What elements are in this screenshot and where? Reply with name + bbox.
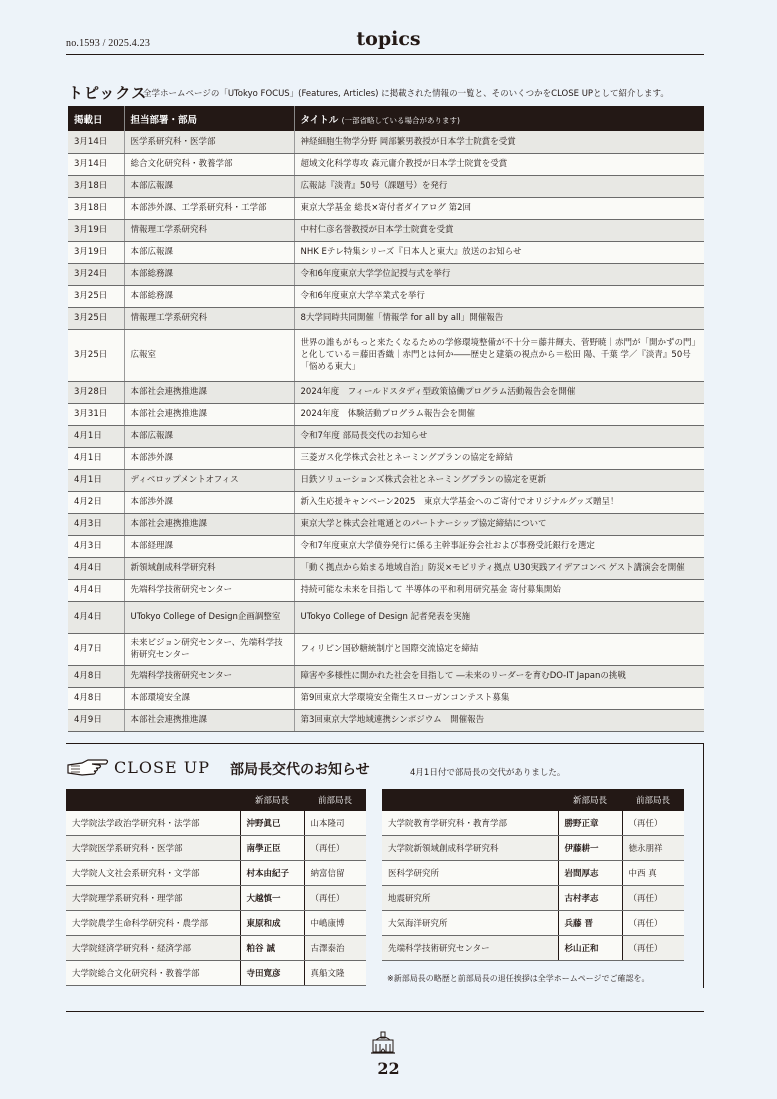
topic-title: 2024年度 フィールドスタディ型政策協働プログラム活動報告会を開催 bbox=[294, 381, 704, 403]
header-divider bbox=[66, 54, 704, 55]
table-row bbox=[68, 687, 704, 709]
table-row bbox=[68, 285, 704, 307]
topic-title: 令和7年度 部局長交代のお知らせ bbox=[294, 425, 704, 447]
topic-title: 東京大学基金 総長×寄付者ダイアログ 第2回 bbox=[294, 197, 704, 219]
closeup-row bbox=[66, 836, 366, 861]
table-row bbox=[68, 241, 704, 263]
closeup-description: 4月1日付で部局長の交代がありました。 bbox=[410, 768, 566, 778]
topic-date: 4月3日 bbox=[68, 513, 124, 535]
closeup-row bbox=[66, 936, 366, 961]
closeup-new-head: 東原和成 bbox=[240, 911, 304, 936]
topic-dept: 本部渉外課 bbox=[124, 447, 294, 469]
closeup-new-head: 大越慎一 bbox=[240, 886, 304, 911]
topic-dept: 本部総務課 bbox=[124, 285, 294, 307]
topic-title: 「動く拠点から始まる地域自治」防災×モビリティ拠点 U30実践アイデアコンペ ゲスト講演会を開催 bbox=[294, 557, 704, 579]
topic-date: 3月19日 bbox=[68, 241, 124, 263]
closeup-dept: 大学院経済学研究科・経済学部 bbox=[66, 936, 240, 961]
closeup-dept: 大学院人文社会系研究科・文学部 bbox=[66, 861, 240, 886]
table-row bbox=[68, 403, 704, 425]
topic-dept: 医学系研究科・医学部 bbox=[124, 131, 294, 153]
table-row bbox=[68, 535, 704, 557]
closeup-prev-head: （再任） bbox=[622, 936, 684, 961]
topic-date: 4月1日 bbox=[68, 447, 124, 469]
topic-title: NHK Eテレ特集シリーズ『日本人と東大』放送のお知らせ bbox=[294, 241, 704, 263]
closeup-new-head: 古村孝志 bbox=[558, 886, 622, 911]
table-row bbox=[68, 381, 704, 403]
header-title bbox=[294, 106, 704, 131]
topics-table bbox=[68, 106, 704, 732]
topic-date: 4月2日 bbox=[68, 491, 124, 513]
topic-dept: 本部渉外課 bbox=[124, 491, 294, 513]
topic-title: 第9回東京大学環境安全衛生スローガンコンテスト募集 bbox=[294, 687, 704, 709]
table-row bbox=[68, 197, 704, 219]
topic-date: 3月19日 bbox=[68, 219, 124, 241]
topic-dept: ディベロップメントオフィス bbox=[124, 469, 294, 491]
closeup-new-head: 杉山正和 bbox=[558, 936, 622, 961]
footer-divider bbox=[66, 1011, 704, 1012]
section-description: 全学ホームページの「UTokyo FOCUS」(Features, Articles) に掲載された情報の一覧と、そのいくつかをCLOSE UPとして紹介します。 bbox=[143, 89, 669, 99]
closeup-row bbox=[382, 936, 684, 961]
topic-title: 超域文化科学専攻 森元庸介教授が日本学士院賞を受賞 bbox=[294, 153, 704, 175]
table-row bbox=[68, 665, 704, 687]
closeup-prev-head: 徳永朋祥 bbox=[622, 836, 684, 861]
closeup-dept: 大学院農学生命科学研究科・農学部 bbox=[66, 911, 240, 936]
page-title: topics bbox=[356, 28, 421, 50]
closeup-prev-head: 古澤泰治 bbox=[304, 936, 366, 961]
header-date: 掲載日 bbox=[68, 106, 124, 131]
closeup-row bbox=[66, 811, 366, 836]
closeup-prev-head: （再任） bbox=[304, 836, 366, 861]
topic-date: 4月3日 bbox=[68, 535, 124, 557]
table-row bbox=[68, 491, 704, 513]
closeup-prev-head: （再任） bbox=[622, 811, 684, 836]
yasuda-auditorium-icon bbox=[370, 1030, 396, 1056]
closeup-row bbox=[66, 861, 366, 886]
topic-title: 2024年度 体験活動プログラム報告会を開催 bbox=[294, 403, 704, 425]
closeup-title: 部局長交代のお知らせ bbox=[230, 762, 370, 778]
topic-dept: 本部総務課 bbox=[124, 263, 294, 285]
table-row bbox=[68, 557, 704, 579]
header-dept bbox=[382, 789, 558, 811]
topic-title: 三菱ガス化学株式会社とネーミングプランの協定を締結 bbox=[294, 447, 704, 469]
closeup-dept: 大学院新領域創成科学研究科 bbox=[382, 836, 558, 861]
closeup-right-header bbox=[382, 789, 684, 811]
closeup-frame-right bbox=[703, 743, 704, 988]
topic-title: 中村仁彦名誉教授が日本学士院賞を受賞 bbox=[294, 219, 704, 241]
closeup-prev-head: 中嶋康博 bbox=[304, 911, 366, 936]
closeup-dept: 医科学研究所 bbox=[382, 861, 558, 886]
topic-dept: 未来ビジョン研究センター、先端科学技術研究センター bbox=[124, 633, 294, 665]
closeup-row bbox=[66, 911, 366, 936]
header-new: 新部局長 bbox=[558, 789, 622, 811]
closeup-prev-head: 真船文隆 bbox=[304, 961, 366, 986]
topic-dept: UTokyo College of Design企画調整室 bbox=[124, 601, 294, 633]
topic-dept: 新領域創成科学研究科 bbox=[124, 557, 294, 579]
topic-dept: 先端科学技術研究センター bbox=[124, 665, 294, 687]
topic-date: 4月9日 bbox=[68, 709, 124, 731]
topic-date: 3月14日 bbox=[68, 153, 124, 175]
closeup-row bbox=[66, 961, 366, 986]
topic-dept: 情報理工学系研究科 bbox=[124, 307, 294, 329]
header-dept bbox=[66, 789, 240, 811]
topic-date: 3月25日 bbox=[68, 285, 124, 307]
topic-date: 3月25日 bbox=[68, 329, 124, 381]
closeup-prev-head: 納富信留 bbox=[304, 861, 366, 886]
topic-date: 3月24日 bbox=[68, 263, 124, 285]
closeup-prev-head: 山本隆司 bbox=[304, 811, 366, 836]
closeup-new-head: 兵藤 晋 bbox=[558, 911, 622, 936]
closeup-label: CLOSE UP bbox=[114, 758, 210, 777]
closeup-dept: 地震研究所 bbox=[382, 886, 558, 911]
topic-date: 3月28日 bbox=[68, 381, 124, 403]
closeup-dept: 大学院医学系研究科・医学部 bbox=[66, 836, 240, 861]
table-row bbox=[68, 153, 704, 175]
page-number: 22 bbox=[377, 1059, 400, 1078]
topic-title: フィリピン国砂糖統制庁と国際交流協定を締結 bbox=[294, 633, 704, 665]
topic-dept: 本部社会連携推進課 bbox=[124, 403, 294, 425]
closeup-prev-head: （再任） bbox=[622, 911, 684, 936]
closeup-prev-head: （再任） bbox=[622, 886, 684, 911]
topic-dept: 本部環境安全課 bbox=[124, 687, 294, 709]
closeup-new-head: 沖野眞已 bbox=[240, 811, 304, 836]
topic-dept: 本部社会連携推進課 bbox=[124, 709, 294, 731]
topic-date: 3月25日 bbox=[68, 307, 124, 329]
table-row bbox=[68, 175, 704, 197]
table-row bbox=[68, 329, 704, 381]
closeup-row bbox=[382, 811, 684, 836]
issue-number: no.1593 / 2025.4.23 bbox=[66, 38, 151, 49]
topic-date: 3月18日 bbox=[68, 197, 124, 219]
section-title: トピックス bbox=[68, 84, 148, 102]
topic-date: 4月1日 bbox=[68, 469, 124, 491]
topic-dept: 本部社会連携推進課 bbox=[124, 513, 294, 535]
table-row bbox=[68, 579, 704, 601]
table-row bbox=[68, 469, 704, 491]
closeup-right-body bbox=[382, 811, 684, 961]
topic-title: 令和6年度東京大学卒業式を挙行 bbox=[294, 285, 704, 307]
table-row bbox=[68, 263, 704, 285]
closeup-new-head: 村本由紀子 bbox=[240, 861, 304, 886]
topic-title: 日鉄ソリューションズ株式会社とネーミングプランの協定を更新 bbox=[294, 469, 704, 491]
closeup-new-head: 伊藤耕一 bbox=[558, 836, 622, 861]
topic-date: 4月4日 bbox=[68, 557, 124, 579]
table-row bbox=[68, 447, 704, 469]
topic-title: 神経細胞生物学分野 岡部繁男教授が日本学士院賞を受賞 bbox=[294, 131, 704, 153]
table-row bbox=[68, 425, 704, 447]
table-row bbox=[68, 307, 704, 329]
topic-title: 新入生応援キャンペーン2025 東京大学基金へのご寄付でオリジナルグッズ贈呈！ bbox=[294, 491, 704, 513]
closeup-left-header bbox=[66, 789, 366, 811]
topic-date: 3月14日 bbox=[68, 131, 124, 153]
topics-table-body bbox=[68, 131, 704, 731]
topic-dept: 総合文化研究科・教養学部 bbox=[124, 153, 294, 175]
topic-title: 障害や多様性に開かれた社会を目指して ―未来のリーダーを育むDO-IT Japanの挑戦 bbox=[294, 665, 704, 687]
topic-dept: 情報理工学系研究科 bbox=[124, 219, 294, 241]
topic-dept: 本部広報課 bbox=[124, 241, 294, 263]
header-prev: 前部局長 bbox=[304, 789, 366, 811]
topic-title: 令和6年度東京大学学位記授与式を挙行 bbox=[294, 263, 704, 285]
closeup-dept: 大学院法学政治学研究科・法学部 bbox=[66, 811, 240, 836]
topic-date: 4月8日 bbox=[68, 665, 124, 687]
header-prev: 前部局長 bbox=[622, 789, 684, 811]
closeup-table-left bbox=[66, 789, 366, 986]
closeup-new-head: 勝野正章 bbox=[558, 811, 622, 836]
closeup-row bbox=[382, 911, 684, 936]
topic-date: 3月18日 bbox=[68, 175, 124, 197]
closeup-prev-head: （再任） bbox=[304, 886, 366, 911]
closeup-row bbox=[382, 836, 684, 861]
topic-date: 3月31日 bbox=[68, 403, 124, 425]
topic-date: 4月4日 bbox=[68, 601, 124, 633]
closeup-note: ※新部局長の略歴と前部局長の退任挨拶は全学ホームページでご確認を。 bbox=[387, 974, 650, 983]
table-row bbox=[68, 709, 704, 731]
closeup-table-right bbox=[382, 789, 684, 961]
topic-title: 広報誌『淡青』50号（課題号）を発行 bbox=[294, 175, 704, 197]
closeup-dept: 大気海洋研究所 bbox=[382, 911, 558, 936]
closeup-row bbox=[66, 886, 366, 911]
table-row bbox=[68, 131, 704, 153]
topic-dept: 広報室 bbox=[124, 329, 294, 381]
topic-date: 4月1日 bbox=[68, 425, 124, 447]
topic-dept: 本部経理課 bbox=[124, 535, 294, 557]
topic-dept: 本部社会連携推進課 bbox=[124, 381, 294, 403]
closeup-dept: 先端科学技術研究センター bbox=[382, 936, 558, 961]
table-row bbox=[68, 633, 704, 665]
topic-title: 世界の誰もがもっと来たくなるための学修環境整備が不十分＝藤井輝夫、菅野暁｜赤門が「開かずの門」と化している＝藤田香織｜赤門とは何か――歴史と建築の視点から＝松田 陽、千葉 学／『淡青』50号「悩める東大」 bbox=[294, 329, 704, 381]
topic-title: UTokyo College of Design 記者発表を実施 bbox=[294, 601, 704, 633]
topic-date: 4月7日 bbox=[68, 633, 124, 665]
closeup-dept: 大学院総合文化研究科・教養学部 bbox=[66, 961, 240, 986]
header-dept: 担当部署・部局 bbox=[124, 106, 294, 131]
closeup-dept: 大学院理学系研究科・理学部 bbox=[66, 886, 240, 911]
header-new: 新部局長 bbox=[240, 789, 304, 811]
closeup-dept: 大学院教育学研究科・教育学部 bbox=[382, 811, 558, 836]
topic-title: 令和7年度東京大学債券発行に係る主幹事証券会社および事務受託銀行を選定 bbox=[294, 535, 704, 557]
closeup-left-body bbox=[66, 811, 366, 986]
table-row bbox=[68, 219, 704, 241]
topic-title: 東京大学と株式会社電通とのパートナーシップ協定締結について bbox=[294, 513, 704, 535]
topic-title: 持続可能な未来を目指して 半導体の平和利用研究基金 寄付募集開始 bbox=[294, 579, 704, 601]
closeup-row bbox=[382, 861, 684, 886]
topic-title: 8大学同時共同開催「情報学 for all by all」開催報告 bbox=[294, 307, 704, 329]
closeup-row bbox=[382, 886, 684, 911]
topic-date: 4月4日 bbox=[68, 579, 124, 601]
topics-table-header bbox=[68, 106, 704, 131]
closeup-new-head: 寺田寛彦 bbox=[240, 961, 304, 986]
table-row bbox=[68, 601, 704, 633]
table-row bbox=[68, 513, 704, 535]
topic-dept: 本部広報課 bbox=[124, 425, 294, 447]
header-title-note: (一部省略している場合があります) bbox=[341, 115, 460, 125]
topic-dept: 先端科学技術研究センター bbox=[124, 579, 294, 601]
header-title-label: タイトル bbox=[300, 114, 339, 126]
topic-dept: 本部渉外課、工学系研究科・工学部 bbox=[124, 197, 294, 219]
topic-title: 第3回東京大学地域連携シンポジウム 開催報告 bbox=[294, 709, 704, 731]
topic-dept: 本部広報課 bbox=[124, 175, 294, 197]
closeup-new-head: 岩間厚志 bbox=[558, 861, 622, 886]
topic-date: 4月8日 bbox=[68, 687, 124, 709]
closeup-new-head: 粕谷 誠 bbox=[240, 936, 304, 961]
closeup-new-head: 南學正臣 bbox=[240, 836, 304, 861]
pointing-hand-icon bbox=[66, 757, 110, 781]
closeup-prev-head: 中西 真 bbox=[622, 861, 684, 886]
